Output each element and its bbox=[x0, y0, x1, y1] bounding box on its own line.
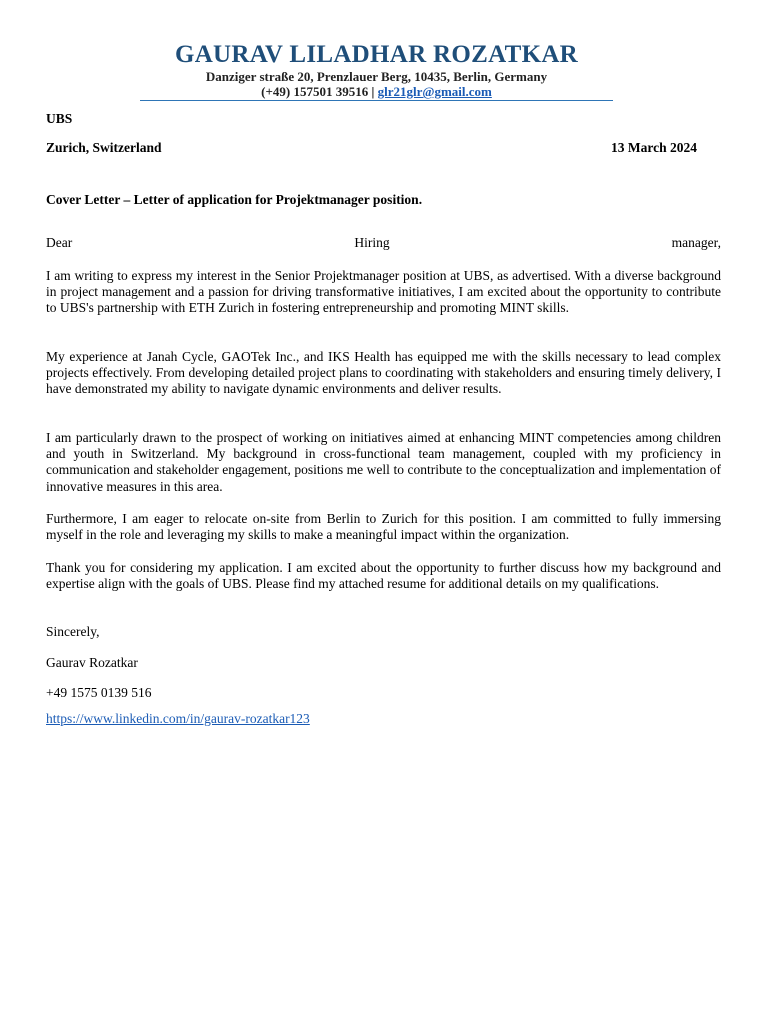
letterhead bbox=[140, 40, 613, 99]
email-link[interactable]: glr21glr@gmail.com bbox=[377, 84, 492, 99]
contact-separator: | bbox=[368, 84, 378, 99]
applicant-address: Danziger straße 20, Prenzlauer Berg, 10435, Berlin, Germany bbox=[205, 69, 548, 84]
contact-line bbox=[140, 84, 613, 99]
header-divider bbox=[140, 100, 613, 101]
body-paragraph-5: Thank you for considering my application. I am excited about the opportunity to further discuss how my background and expertise align with the goals of UBS. Please find my attached resume for additional details on my qualifications. bbox=[46, 560, 721, 592]
applicant-phone: 157501 39516 bbox=[293, 84, 369, 99]
body-paragraph-3: I am particularly drawn to the prospect of working on initiatives aimed at enhancing MINT competencies among children and youth in Switzerland. My background in cross-functional team management, coupled with my proficiency in communication and stakeholder engagement, positions me well to contribute to the conceptualization and implementation of innovative measures in this area. bbox=[46, 430, 721, 494]
salutation bbox=[46, 235, 721, 251]
body-paragraph-4: Furthermore, I am eager to relocate on-site from Berlin to Zurich for this position. I am committed to fully immersing myself in the role and leveraging my skills to make a meaningful impact within the organization. bbox=[46, 511, 721, 543]
linkedin-link[interactable]: https://www.linkedin.com/in/gaurav-rozatkar123 bbox=[46, 711, 310, 726]
sign-off: Sincerely, bbox=[46, 624, 100, 639]
salutation-word-manager: manager, bbox=[671, 235, 721, 250]
body-paragraph-2: My experience at Janah Cycle, GAOTek Inc., and IKS Health has equipped me with the skills necessary to lead complex projects effectively. From developing detailed project plans to coordinating with stakeholders and ensuring timely delivery, I have demonstrated my ability to navigate dynamic environments and deliver results. bbox=[46, 349, 721, 397]
recipient-location: Zurich, Switzerland bbox=[46, 140, 162, 155]
recipient-company: UBS bbox=[46, 111, 73, 126]
salutation-word-dear: Dear bbox=[46, 235, 73, 250]
signature-phone: +49 1575 0139 516 bbox=[46, 685, 152, 700]
salutation-word-hiring: Hiring bbox=[354, 235, 390, 250]
applicant-name: GAURAV LILADHAR ROZATKAR bbox=[174, 41, 579, 68]
letter-date: 13 March 2024 bbox=[611, 140, 697, 155]
letter-subject: Cover Letter – Letter of application for Projektmanager position. bbox=[46, 192, 423, 207]
body-paragraph-1: I am writing to express my interest in the Senior Projektmanager position at UBS, as advertised. With a diverse background in project management and a passion for driving transformative initiatives, I am excited about the opportunity to contribute to UBS's partnership with ETH Zurich in fostering entrepreneurship and promoting MINT skills. bbox=[46, 268, 721, 316]
phone-prefix: (+49) bbox=[261, 84, 294, 99]
signature-name: Gaurav Rozatkar bbox=[46, 655, 138, 670]
